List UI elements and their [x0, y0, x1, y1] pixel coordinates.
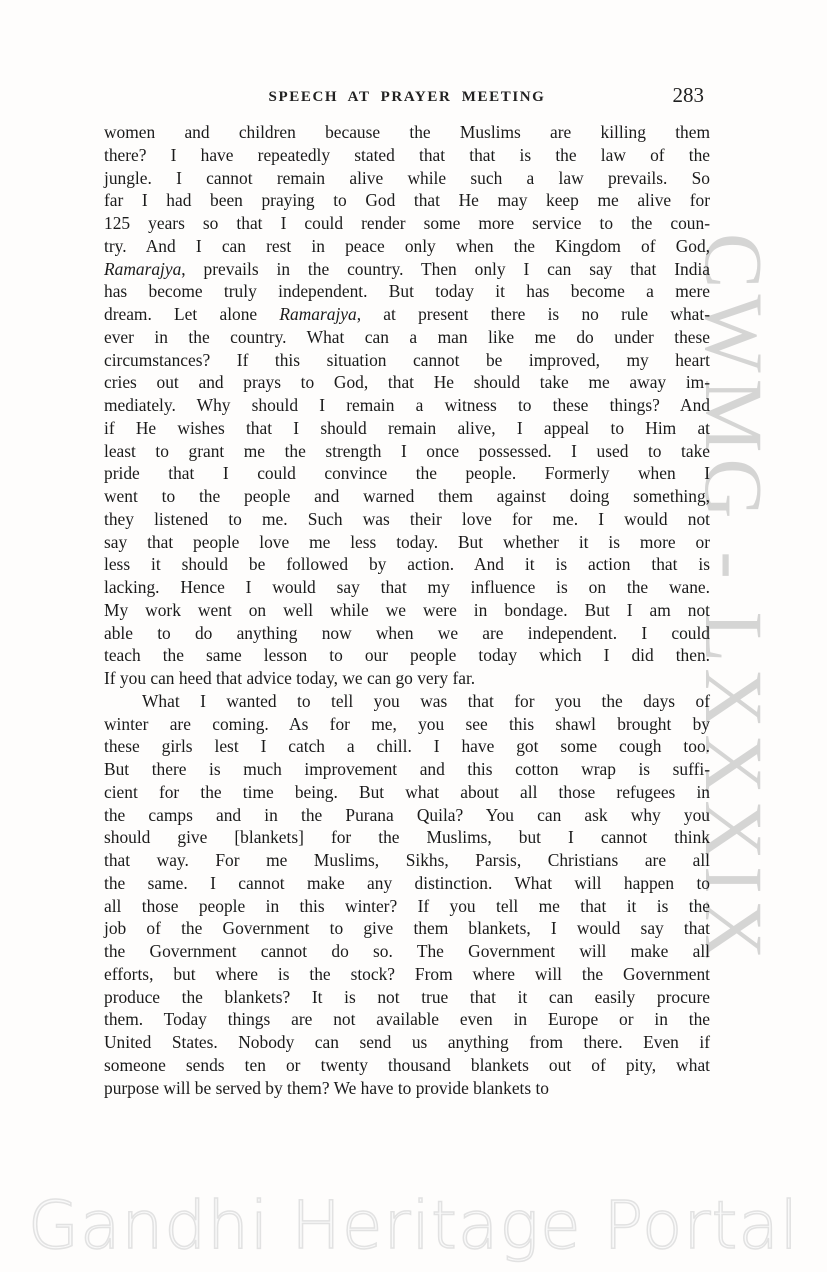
text-line: these girls lest I catch a chill. I have got some cough too. — [104, 736, 710, 757]
text-line: far I had been praying to God that He may keep me alive for — [104, 190, 710, 211]
text-line: went to the people and warned them against doing something, — [104, 486, 710, 506]
text-line: My work went on well while we were in bondage. But I am not — [104, 599, 710, 620]
paragraph — [104, 690, 710, 1100]
paragraph — [104, 121, 710, 690]
text-line: able to do anything now when we are independent. I could — [104, 622, 710, 643]
text-line: mediately. Why should I remain a witness to these things? And — [104, 395, 710, 415]
text-line: dream. Let alone Ramarajya, at present there is no rule what- — [104, 304, 710, 324]
text-line: they listened to me. Such was their love for me. I would not — [104, 508, 710, 529]
text-line: circumstances? If this situation cannot be improved, my heart — [104, 349, 710, 370]
volume-watermark: CWMG - LXXXIX — [688, 233, 780, 966]
text-line: less it should be followed by action. And it is action that is — [104, 554, 710, 575]
text-line: should give [blankets] for the Muslims, but I cannot think — [104, 827, 710, 848]
text-line: cries out and prays to God, that He should take me away im- — [104, 372, 710, 393]
text-line: there? I have repeatedly stated that that is the law of the — [104, 144, 710, 165]
text-line: But there is much improvement and this cotton wrap is suffi- — [104, 759, 710, 779]
text-line: teach the same lesson to our people today which I did then. — [104, 645, 710, 666]
text-line: women and children because the Muslims are killing them — [104, 122, 710, 142]
text-line: them. Today things are not available even in Europe or in the — [104, 1009, 710, 1030]
text-line: has become truly independent. But today it has become a mere — [104, 281, 710, 302]
text-line: all those people in this winter? If you tell me that it is the — [104, 895, 710, 916]
text-line: If you can heed that advice today, we can go very far. — [104, 668, 476, 688]
text-line: produce the blankets? It is not true that it can easily procure — [104, 986, 710, 1007]
text-line: someone sends ten or twenty thousand blankets out of pity, what — [104, 1054, 710, 1075]
body-text — [104, 121, 710, 1099]
text-line: lacking. Hence I would say that my influence is on the wane. — [104, 577, 710, 597]
text-line: if He wishes that I should remain alive, I appeal to Him at — [104, 417, 710, 438]
text-line: ever in the country. What can a man like me do under these — [104, 326, 710, 347]
running-header-title: SPEECH AT PRAYER MEETING — [268, 89, 546, 105]
text-line: What I wanted to tell you was that for you the days of — [142, 690, 710, 711]
text-line: job of the Government to give them blankets, I would say that — [104, 918, 710, 939]
portal-watermark: Gandhi Heritage Portal — [27, 1187, 800, 1264]
text-line: pride that I could convince the people. Formerly when I — [104, 463, 710, 484]
running-header-row — [104, 83, 710, 115]
text-line: purpose will be served by them? We have to provide blankets to — [104, 1077, 550, 1098]
text-line: jungle. I cannot remain alive while such a law prevails. So — [104, 167, 710, 188]
page-number: 283 — [672, 83, 704, 107]
text-line: Ramarajya, prevails in the country. Then only I can say that India — [104, 258, 710, 279]
text-line: winter are coming. As for me, you see this shawl brought by — [104, 713, 710, 734]
text-line: the camps and in the Purana Quila? You can ask why you — [104, 804, 710, 825]
text-line: try. And I can rest in peace only when the Kingdom of God, — [104, 235, 710, 256]
text-line: efforts, but where is the stock? From where will the Government — [104, 963, 710, 984]
text-line: least to grant me the strength I once possessed. I used to take — [104, 440, 710, 461]
text-line: say that people love me less today. But whether it is more or — [104, 531, 710, 552]
text-line: the Government cannot do so. The Government will make all — [104, 941, 710, 961]
text-line: cient for the time being. But what about all those refugees in — [104, 781, 710, 802]
text-line: the same. I cannot make any distinction. What will happen to — [104, 872, 710, 893]
text-line: United States. Nobody can send us anything from there. Even if — [104, 1032, 710, 1052]
text-line: that way. For me Muslims, Sikhs, Parsis, Christians are all — [104, 850, 710, 870]
text-line: 125 years so that I could render some more service to the coun- — [104, 213, 710, 233]
